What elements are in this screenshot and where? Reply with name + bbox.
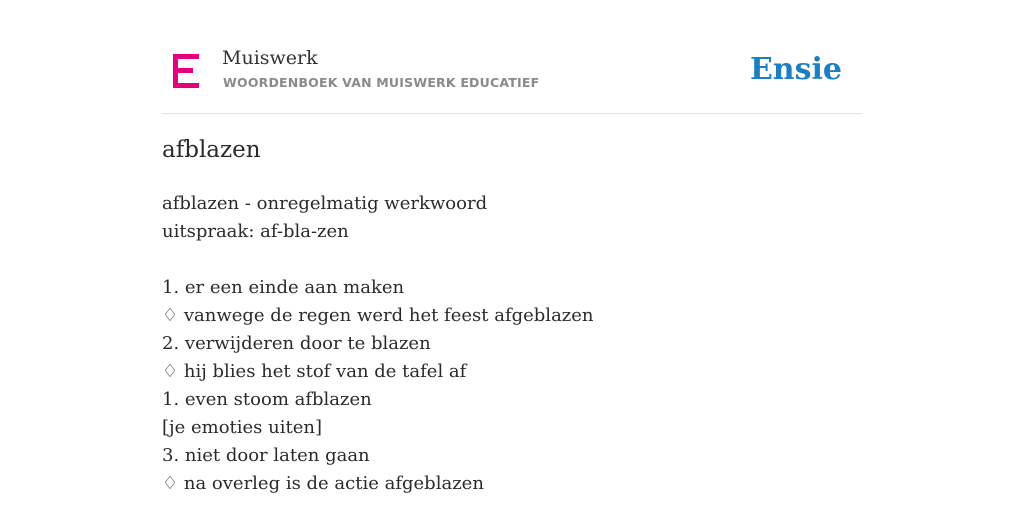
brand-subtitle: WOORDENBOEK VAN MUISWERK EDUCATIEF <box>223 75 540 90</box>
definition-sense-2: 2. verwijderen door te blazen <box>162 333 431 354</box>
definition-line-grammar: afblazen - onregelmatig werkwoord <box>162 193 488 214</box>
definition-example-2: ♢ hij blies het stof van de tafel af <box>162 361 467 382</box>
entry-title: afblazen <box>162 137 261 163</box>
definition-sense-1: 1. er een einde aan maken <box>162 277 405 298</box>
definition-idiom: 1. even stoom afblazen <box>162 389 372 410</box>
definition-example-3: ♢ na overleg is de actie afgeblazen <box>162 473 484 494</box>
definition-sense-3: 3. niet door laten gaan <box>162 445 370 466</box>
ensie-logo[interactable]: Ensie <box>749 52 842 87</box>
definition-blank-line <box>162 246 862 274</box>
muiswerk-logo-icon[interactable] <box>173 54 199 88</box>
site-header <box>162 40 862 114</box>
definition-idiom-meaning: [je emoties uiten] <box>162 417 322 438</box>
definition-example-1: ♢ vanwege de regen werd het feest afgeblazen <box>162 305 594 326</box>
entry-definition <box>162 190 862 498</box>
definition-line-pronunciation: uitspraak: af-bla-zen <box>162 221 349 242</box>
brand-name[interactable]: Muiswerk <box>222 47 318 69</box>
